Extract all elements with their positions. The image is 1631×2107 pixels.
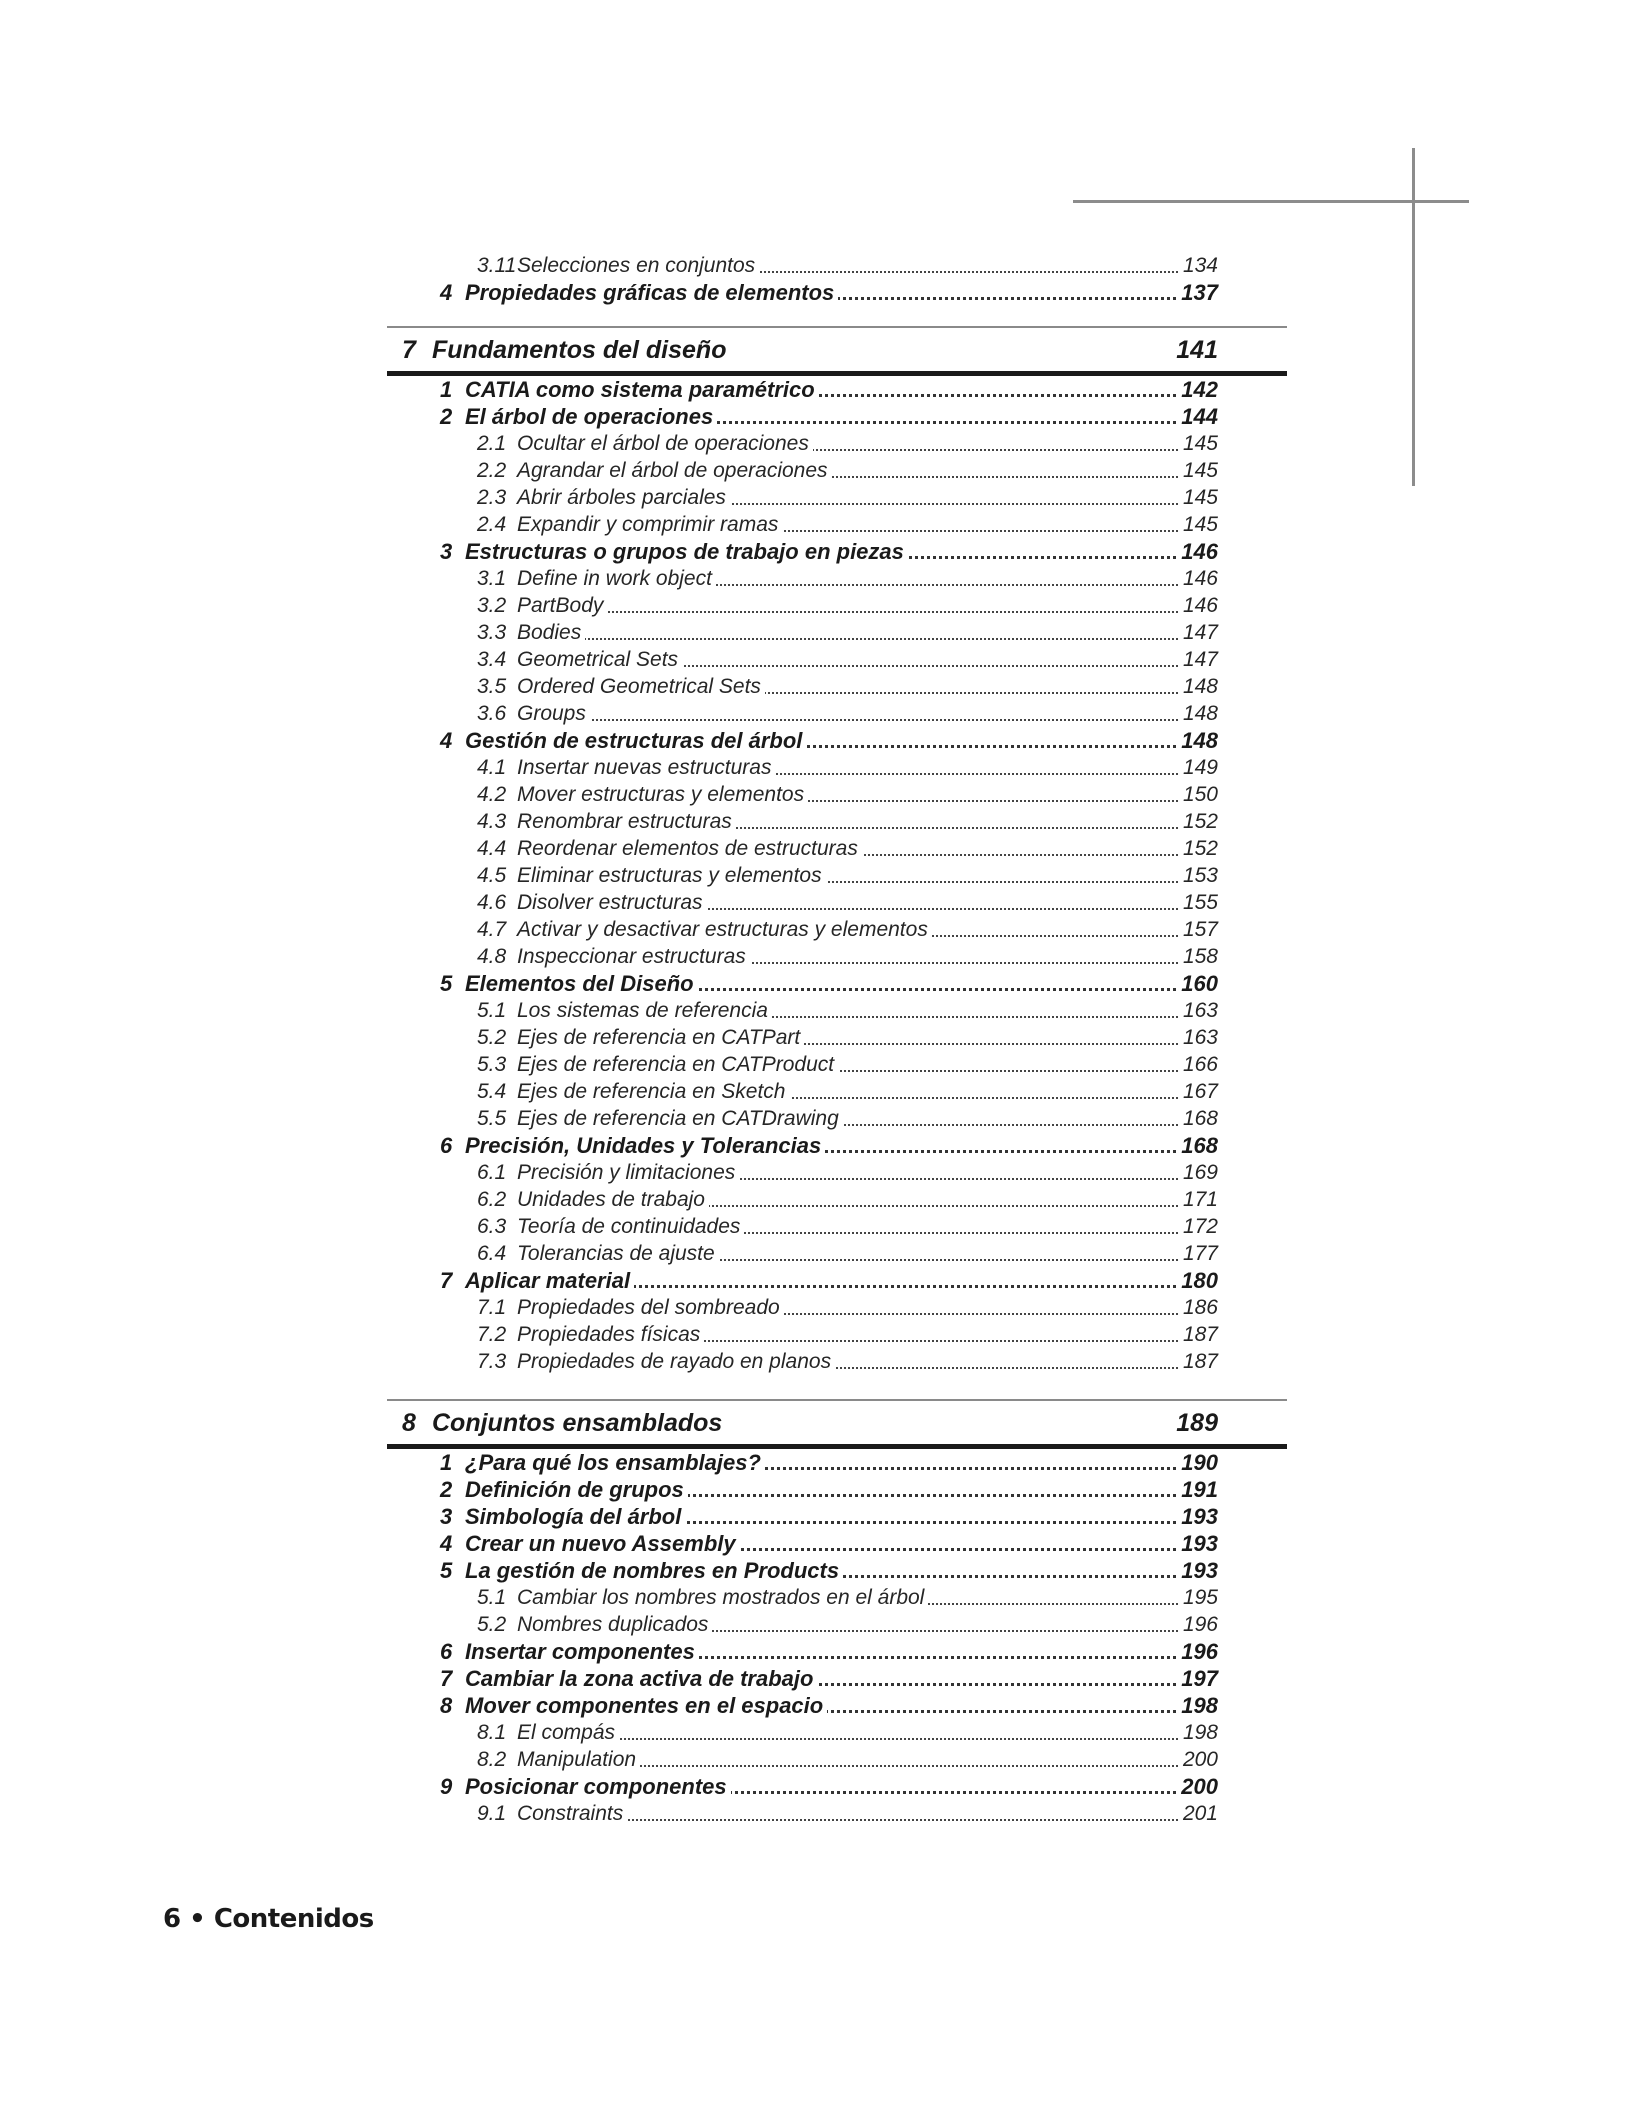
entry-title: Selecciones en conjuntos bbox=[517, 252, 759, 279]
entry-number: 5.1 bbox=[477, 999, 507, 1022]
entry-page-number: 197 bbox=[1177, 1665, 1218, 1692]
entry-page-number: 191 bbox=[1177, 1476, 1218, 1503]
entry-title: Propiedades físicas bbox=[517, 1321, 704, 1348]
entry-page-number: 196 bbox=[1177, 1638, 1218, 1665]
chapter-title: Fundamentos del diseño bbox=[432, 336, 727, 364]
entry-page-number: 198 bbox=[1177, 1692, 1218, 1719]
entry-number: 5.1 bbox=[477, 1586, 507, 1609]
toc-subsection-entry[interactable] bbox=[387, 565, 1287, 592]
entry-title: Cambiar la zona activa de trabajo bbox=[465, 1665, 817, 1692]
entry-page-number: 163 bbox=[1179, 1024, 1218, 1051]
entry-number: 4.8 bbox=[477, 945, 507, 968]
entry-page-number: 186 bbox=[1179, 1294, 1218, 1321]
entry-number: 9.1 bbox=[477, 1802, 507, 1825]
toc-subsection-entry[interactable] bbox=[387, 1051, 1287, 1078]
entry-title: Cambiar los nombres mostrados en el árbol bbox=[517, 1584, 928, 1611]
entry-title: Precisión, Unidades y Tolerancias bbox=[465, 1132, 825, 1159]
chapter-number: 8 bbox=[402, 1409, 416, 1437]
table-of-contents bbox=[387, 252, 1287, 1827]
toc-subsection-entry[interactable] bbox=[387, 889, 1287, 916]
entry-title: Ejes de referencia en CATDrawing bbox=[517, 1105, 843, 1132]
entry-title: Ejes de referencia en CATPart bbox=[517, 1024, 804, 1051]
chapter-title: Conjuntos ensamblados bbox=[432, 1409, 723, 1437]
toc-subsection-entry[interactable] bbox=[387, 1024, 1287, 1051]
toc-subsection-entry[interactable] bbox=[387, 1719, 1287, 1746]
entry-title: Propiedades del sombreado bbox=[517, 1294, 784, 1321]
dot-leader bbox=[517, 719, 1218, 721]
toc-section-entry[interactable] bbox=[387, 538, 1287, 565]
entry-title: Renombrar estructuras bbox=[517, 808, 736, 835]
entry-page-number: 146 bbox=[1177, 538, 1218, 565]
entry-title: Geometrical Sets bbox=[517, 646, 682, 673]
entry-number: 4.3 bbox=[477, 810, 507, 833]
dot-leader bbox=[517, 638, 1218, 640]
entry-title: Disolver estructuras bbox=[517, 889, 707, 916]
footer-separator: • bbox=[189, 1904, 206, 1934]
toc-subsection-entry[interactable] bbox=[387, 430, 1287, 457]
entry-page-number: 169 bbox=[1179, 1159, 1218, 1186]
entry-number: 4.5 bbox=[477, 864, 507, 887]
entry-title: La gestión de nombres en Products bbox=[465, 1557, 843, 1584]
entry-number: 4 bbox=[440, 280, 453, 305]
entry-number: 2.1 bbox=[477, 432, 507, 455]
entry-title: Mover componentes en el espacio bbox=[465, 1692, 827, 1719]
entry-number: 6.2 bbox=[477, 1188, 507, 1211]
entry-title: Elementos del Diseño bbox=[465, 970, 698, 997]
entry-page-number: 196 bbox=[1179, 1611, 1218, 1638]
entry-page-number: 148 bbox=[1179, 700, 1218, 727]
toc-subsection-entry[interactable] bbox=[387, 1321, 1287, 1348]
entry-page-number: 172 bbox=[1179, 1213, 1218, 1240]
entry-number: 7 bbox=[440, 1666, 453, 1691]
toc-section-entry[interactable] bbox=[387, 1557, 1287, 1584]
toc-subsection-entry[interactable] bbox=[387, 619, 1287, 646]
entry-number: 4.1 bbox=[477, 756, 507, 779]
page-footer bbox=[163, 1904, 374, 1934]
entry-number: 6.3 bbox=[477, 1215, 507, 1238]
toc-subsection-entry[interactable] bbox=[387, 1294, 1287, 1321]
entry-number: 7 bbox=[440, 1268, 453, 1293]
entry-number: 3.6 bbox=[477, 702, 507, 725]
entry-number: 8 bbox=[440, 1693, 453, 1718]
entry-title: Propiedades gráficas de elementos bbox=[465, 279, 838, 306]
entry-number: 5.2 bbox=[477, 1026, 507, 1049]
toc-subsection-entry[interactable] bbox=[387, 1348, 1287, 1375]
entry-title: Aplicar material bbox=[465, 1267, 634, 1294]
entry-number: 8.1 bbox=[477, 1721, 507, 1744]
entry-number: 6.4 bbox=[477, 1242, 507, 1265]
toc-subsection-entry[interactable] bbox=[387, 835, 1287, 862]
entry-page-number: 147 bbox=[1179, 619, 1218, 646]
entry-page-number: 137 bbox=[1177, 279, 1218, 306]
entry-title: Manipulation bbox=[517, 1746, 640, 1773]
entry-title: Reordenar elementos de estructuras bbox=[517, 835, 862, 862]
entry-title: Simbología del árbol bbox=[465, 1503, 685, 1530]
entry-number: 5 bbox=[440, 971, 453, 996]
entry-number: 3 bbox=[440, 1504, 453, 1529]
toc-subsection-entry[interactable] bbox=[387, 1078, 1287, 1105]
entry-number: 4.7 bbox=[477, 918, 507, 941]
entry-number: 3.5 bbox=[477, 675, 507, 698]
dot-leader bbox=[517, 611, 1218, 613]
entry-page-number: 193 bbox=[1177, 1530, 1218, 1557]
toc-subsection-entry[interactable] bbox=[387, 673, 1287, 700]
entry-title: ¿Para qué los ensamblajes? bbox=[465, 1449, 765, 1476]
entry-page-number: 200 bbox=[1177, 1773, 1218, 1800]
entry-page-number: 134 bbox=[1179, 252, 1218, 279]
entry-number: 1 bbox=[440, 377, 453, 402]
toc-subsection-entry[interactable] bbox=[387, 1240, 1287, 1267]
entry-title: Estructuras o grupos de trabajo en piezas bbox=[465, 538, 908, 565]
toc-subsection-entry[interactable] bbox=[387, 1159, 1287, 1186]
toc-subsection-entry[interactable] bbox=[387, 1213, 1287, 1240]
toc-section-entry[interactable] bbox=[387, 1267, 1287, 1294]
entry-number: 3.3 bbox=[477, 621, 507, 644]
entry-title: Teoría de continuidades bbox=[517, 1213, 744, 1240]
entry-page-number: 148 bbox=[1179, 673, 1218, 700]
entry-title: CATIA como sistema paramétrico bbox=[465, 376, 819, 403]
entry-number: 6 bbox=[440, 1639, 453, 1664]
entry-page-number: 147 bbox=[1179, 646, 1218, 673]
entry-title: Bodies bbox=[517, 619, 585, 646]
entry-number: 2.3 bbox=[477, 486, 507, 509]
chapter-number: 7 bbox=[402, 336, 416, 364]
entry-page-number: 193 bbox=[1177, 1557, 1218, 1584]
entry-title: Posicionar componentes bbox=[465, 1773, 731, 1800]
entry-number: 3.11 bbox=[477, 254, 517, 277]
toc-subsection-entry[interactable] bbox=[387, 1746, 1287, 1773]
entry-page-number: 187 bbox=[1179, 1321, 1218, 1348]
toc-subsection-entry[interactable] bbox=[387, 484, 1287, 511]
entry-title: Expandir y comprimir ramas bbox=[517, 511, 782, 538]
entry-page-number: 190 bbox=[1177, 1449, 1218, 1476]
entry-number: 3.4 bbox=[477, 648, 507, 671]
entry-title: Ordered Geometrical Sets bbox=[517, 673, 765, 700]
entry-title: Propiedades de rayado en planos bbox=[517, 1348, 835, 1375]
toc-section-entry[interactable] bbox=[387, 1530, 1287, 1557]
toc-section-entry[interactable] bbox=[387, 1476, 1287, 1503]
dot-leader bbox=[517, 1738, 1218, 1740]
entry-number: 2 bbox=[440, 1477, 453, 1502]
toc-section-entry[interactable] bbox=[387, 1132, 1287, 1159]
entry-title: Tolerancias de ajuste bbox=[517, 1240, 719, 1267]
toc-subsection-entry[interactable] bbox=[387, 1800, 1287, 1827]
entry-title: Nombres duplicados bbox=[517, 1611, 712, 1638]
toc-section-entry[interactable] bbox=[387, 1449, 1287, 1476]
toc-subsection-entry[interactable] bbox=[387, 1186, 1287, 1213]
entry-page-number: 155 bbox=[1179, 889, 1218, 916]
entry-title: Mover estructuras y elementos bbox=[517, 781, 808, 808]
entry-page-number: 148 bbox=[1177, 727, 1218, 754]
entry-page-number: 167 bbox=[1179, 1078, 1218, 1105]
entry-page-number: 200 bbox=[1179, 1746, 1218, 1773]
toc-subsection-entry[interactable] bbox=[387, 754, 1287, 781]
toc-subsection-entry[interactable] bbox=[387, 252, 1287, 279]
toc-subsection-entry[interactable] bbox=[387, 1584, 1287, 1611]
entry-number: 5.3 bbox=[477, 1053, 507, 1076]
entry-page-number: 145 bbox=[1179, 457, 1218, 484]
chapter-heading[interactable] bbox=[387, 326, 1287, 376]
entry-number: 3.1 bbox=[477, 567, 507, 590]
entry-title: Precisión y limitaciones bbox=[517, 1159, 739, 1186]
entry-page-number: 163 bbox=[1179, 997, 1218, 1024]
entry-number: 6 bbox=[440, 1133, 453, 1158]
entry-number: 3 bbox=[440, 539, 453, 564]
toc-section-entry[interactable] bbox=[387, 376, 1287, 403]
entry-title: Ocultar el árbol de operaciones bbox=[517, 430, 813, 457]
entry-title: Gestión de estructuras del árbol bbox=[465, 727, 806, 754]
entry-title: Unidades de trabajo bbox=[517, 1186, 709, 1213]
entry-title: Groups bbox=[517, 700, 590, 727]
entry-number: 2 bbox=[440, 404, 453, 429]
toc-section-entry[interactable] bbox=[387, 970, 1287, 997]
entry-title: Ejes de referencia en Sketch bbox=[517, 1078, 790, 1105]
footer-page-number: 6 bbox=[163, 1904, 181, 1934]
entry-page-number: 144 bbox=[1177, 403, 1218, 430]
entry-page-number: 168 bbox=[1179, 1105, 1218, 1132]
crop-mark-vertical bbox=[1412, 148, 1415, 486]
entry-page-number: 145 bbox=[1179, 511, 1218, 538]
entry-page-number: 146 bbox=[1179, 565, 1218, 592]
entry-title: Define in work object bbox=[517, 565, 716, 592]
entry-number: 4 bbox=[440, 728, 453, 753]
entry-title: Activar y desactivar estructuras y elementos bbox=[517, 916, 932, 943]
entry-number: 6.1 bbox=[477, 1161, 507, 1184]
entry-number: 4.2 bbox=[477, 783, 507, 806]
entry-page-number: 157 bbox=[1179, 916, 1218, 943]
toc-subsection-entry[interactable] bbox=[387, 916, 1287, 943]
entry-number: 8.2 bbox=[477, 1748, 507, 1771]
entry-number: 5.5 bbox=[477, 1107, 507, 1130]
chapter-heading[interactable] bbox=[387, 1399, 1287, 1449]
entry-page-number: 177 bbox=[1179, 1240, 1218, 1267]
entry-number: 4.4 bbox=[477, 837, 507, 860]
entry-page-number: 187 bbox=[1179, 1348, 1218, 1375]
toc-subsection-entry[interactable] bbox=[387, 700, 1287, 727]
toc-section-entry[interactable] bbox=[387, 279, 1287, 306]
entry-page-number: 193 bbox=[1177, 1503, 1218, 1530]
toc-section-entry[interactable] bbox=[387, 1773, 1287, 1800]
entry-page-number: 145 bbox=[1179, 484, 1218, 511]
toc-section-entry[interactable] bbox=[387, 403, 1287, 430]
crop-mark-horizontal bbox=[1073, 200, 1469, 203]
toc-section-entry[interactable] bbox=[387, 1665, 1287, 1692]
entry-number: 5.4 bbox=[477, 1080, 507, 1103]
entry-page-number: 150 bbox=[1179, 781, 1218, 808]
entry-number: 4 bbox=[440, 1531, 453, 1556]
entry-number: 9 bbox=[440, 1774, 453, 1799]
entry-page-number: 152 bbox=[1179, 835, 1218, 862]
toc-subsection-entry[interactable] bbox=[387, 862, 1287, 889]
entry-title: PartBody bbox=[517, 592, 607, 619]
entry-page-number: 168 bbox=[1177, 1132, 1218, 1159]
toc-subsection-entry[interactable] bbox=[387, 457, 1287, 484]
footer-section-title: Contenidos bbox=[213, 1904, 374, 1934]
toc-subsection-entry[interactable] bbox=[387, 997, 1287, 1024]
entry-title: Crear un nuevo Assembly bbox=[465, 1530, 740, 1557]
toc-subsection-entry[interactable] bbox=[387, 943, 1287, 970]
entry-page-number: 160 bbox=[1177, 970, 1218, 997]
entry-title: Definición de grupos bbox=[465, 1476, 688, 1503]
toc-subsection-entry[interactable] bbox=[387, 808, 1287, 835]
entry-title: Insertar nuevas estructuras bbox=[517, 754, 775, 781]
entry-number: 1 bbox=[440, 1450, 453, 1475]
toc-subsection-entry[interactable] bbox=[387, 646, 1287, 673]
entry-page-number: 180 bbox=[1177, 1267, 1218, 1294]
entry-page-number: 149 bbox=[1179, 754, 1218, 781]
toc-subsection-entry[interactable] bbox=[387, 1105, 1287, 1132]
entry-number: 5.2 bbox=[477, 1613, 507, 1636]
toc-section-entry[interactable] bbox=[387, 727, 1287, 754]
chapter-page-number: 189 bbox=[1176, 1409, 1218, 1437]
entry-number: 7.3 bbox=[477, 1350, 507, 1373]
toc-section-entry[interactable] bbox=[387, 1692, 1287, 1719]
toc-subsection-entry[interactable] bbox=[387, 592, 1287, 619]
entry-number: 2.4 bbox=[477, 513, 507, 536]
entry-page-number: 158 bbox=[1179, 943, 1218, 970]
chapter-page-number: 141 bbox=[1176, 336, 1218, 364]
entry-number: 5 bbox=[440, 1558, 453, 1583]
entry-page-number: 201 bbox=[1179, 1800, 1218, 1827]
entry-page-number: 152 bbox=[1179, 808, 1218, 835]
entry-number: 3.2 bbox=[477, 594, 507, 617]
entry-title: Inspeccionar estructuras bbox=[517, 943, 750, 970]
toc-section-entry[interactable] bbox=[387, 1503, 1287, 1530]
entry-number: 7.2 bbox=[477, 1323, 507, 1346]
entry-title: Ejes de referencia en CATProduct bbox=[517, 1051, 838, 1078]
entry-title: Abrir árboles parciales bbox=[517, 484, 730, 511]
entry-number: 2.2 bbox=[477, 459, 507, 482]
entry-page-number: 153 bbox=[1179, 862, 1218, 889]
entry-number: 4.6 bbox=[477, 891, 507, 914]
entry-page-number: 195 bbox=[1179, 1584, 1218, 1611]
entry-page-number: 145 bbox=[1179, 430, 1218, 457]
entry-title: Los sistemas de referencia bbox=[517, 997, 772, 1024]
toc-section-entry[interactable] bbox=[387, 1638, 1287, 1665]
entry-page-number: 142 bbox=[1177, 376, 1218, 403]
entry-page-number: 166 bbox=[1179, 1051, 1218, 1078]
entry-title: Eliminar estructuras y elementos bbox=[517, 862, 826, 889]
entry-page-number: 146 bbox=[1179, 592, 1218, 619]
entry-title: El árbol de operaciones bbox=[465, 403, 717, 430]
toc-subsection-entry[interactable] bbox=[387, 1611, 1287, 1638]
entry-title: El compás bbox=[517, 1719, 619, 1746]
entry-number: 7.1 bbox=[477, 1296, 507, 1319]
entry-title: Insertar componentes bbox=[465, 1638, 699, 1665]
toc-subsection-entry[interactable] bbox=[387, 781, 1287, 808]
entry-page-number: 198 bbox=[1179, 1719, 1218, 1746]
entry-title: Constraints bbox=[517, 1800, 627, 1827]
entry-page-number: 171 bbox=[1179, 1186, 1218, 1213]
toc-subsection-entry[interactable] bbox=[387, 511, 1287, 538]
entry-title: Agrandar el árbol de operaciones bbox=[517, 457, 832, 484]
